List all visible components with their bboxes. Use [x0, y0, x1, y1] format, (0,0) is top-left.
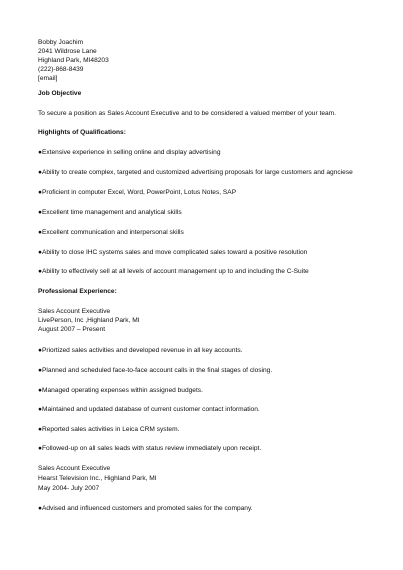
objective-text: To secure a position as Sales Account Executive and to be considered a valued member of your team.: [38, 110, 336, 117]
highlight-item: ●Proficient in computer Excel, Word, PowerPoint, Lotus Notes, SAP: [38, 189, 237, 196]
job-duty: ●Reported sales activities in Leica CRM system.: [38, 426, 180, 433]
contact-name: Bobby Joachim: [38, 39, 84, 46]
contact-email[interactable]: [email]: [38, 75, 58, 82]
highlight-item: ●Excellent time management and analytical skills: [38, 209, 182, 216]
highlights-heading: Highlights of Qualifications:: [38, 129, 126, 136]
job-duty: ●Managed operating expenses within assigned budgets.: [38, 387, 203, 394]
highlight-item: ●Extensive experience in selling online and display advertising: [38, 149, 221, 156]
objective-heading: Job Objective: [38, 90, 82, 97]
contact-address-line-2: Highland Park, MI48203: [38, 57, 109, 64]
contact-phone: (222)-868-8439: [38, 66, 84, 73]
experience-heading: Professional Experience:: [38, 288, 117, 295]
highlight-item: ●Ability to effectively sell at all levels of account management up to and including the C-Suite: [38, 268, 309, 275]
job-duty: ●Maintained and updated database of current customer contact information.: [38, 406, 260, 413]
job-duty: ●Planned and scheduled face-to-face account calls in the final stages of closing.: [38, 367, 273, 374]
highlight-item: ●Excellent communication and interpersonal skills: [38, 229, 184, 236]
job-duty: ●Priortized sales activities and developed revenue in all key accounts.: [38, 347, 243, 354]
job-dates: August 2007 – Present: [38, 326, 106, 333]
job-dates: May 2004- July 2007: [38, 485, 100, 492]
job-duty: ●Advised and influenced customers and promoted sales for the company.: [38, 505, 253, 512]
contact-address-line-1: 2041 Wildrose Lane: [38, 48, 97, 55]
highlight-item: ●Ability to close IHC systems sales and move complicated sales toward a positive resolution: [38, 249, 308, 256]
job-title: Sales Account Executive: [38, 465, 111, 472]
job-duty: ●Followed-up on all sales leads with status review immediately upon receipt.: [38, 445, 262, 452]
job-title: Sales Account Executive: [38, 308, 111, 315]
highlight-item: ●Ability to create complex, targeted and customized advertising proposals for large customers and agnciese: [38, 169, 353, 176]
job-company: Hearst Television Inc., Highland Park, MI: [38, 475, 157, 482]
job-company: LivePerson, Inc ,Highland Park, MI: [38, 317, 140, 324]
